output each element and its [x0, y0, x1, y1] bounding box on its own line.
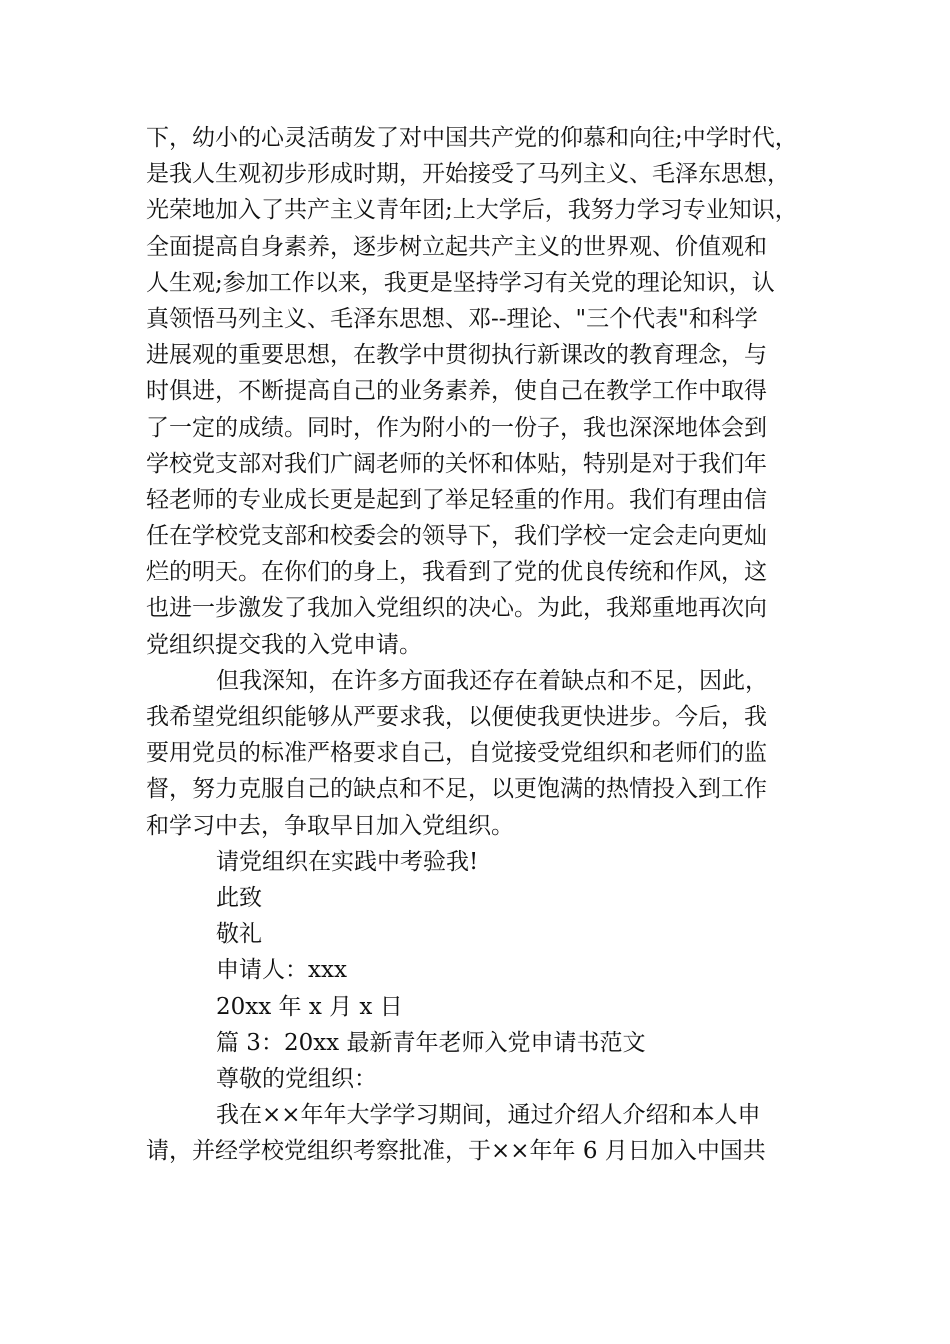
text-line: 光荣地加入了共产主义青年团;上大学后，我努力学习专业知识，: [146, 197, 798, 224]
text-line: 督，努力克服自己的缺点和不足，以更饱满的热情投入到工作: [146, 776, 767, 803]
text-line: 也进一步激发了我加入党组织的决心。为此，我郑重地再次向: [146, 595, 767, 622]
text-line: 但我深知，在许多方面我还存在着缺点和不足，因此，: [216, 667, 768, 694]
text-line: 篇 3：20xx 最新青年老师入党申请书范文: [216, 1029, 646, 1056]
document-body: [146, 120, 806, 1169]
text-line: 要用党员的标准严格要求自己，自觉接受党组织和老师们的监: [146, 740, 767, 767]
text-line: 时俱进，不断提高自己的业务素养，使自己在教学工作中取得: [146, 378, 767, 405]
text-line: 学校党支部对我们广阔老师的关怀和体贴，特别是对于我们年: [146, 450, 767, 477]
text-line: 烂的明天。在你们的身上，我看到了党的优良传统和作风，这: [146, 559, 767, 586]
text-line: 我在××年年大学学习期间，通过介绍人介绍和本人申: [216, 1102, 761, 1129]
text-line: 人生观;参加工作以来，我更是坚持学习有关党的理论知识，认: [146, 269, 775, 296]
text-line: 是我人生观初步形成时期，开始接受了马列主义、毛泽东思想，: [146, 161, 790, 188]
text-line: 下，幼小的心灵活萌发了对中国共产党的仰慕和向往;中学时代，: [146, 125, 798, 151]
text-line: 敬礼: [216, 921, 262, 948]
text-line: 尊敬的党组织：: [216, 1065, 377, 1092]
text-line: 党组织提交我的入党申请。: [146, 631, 422, 658]
text-line: 申请人：xxx: [216, 957, 347, 984]
text-line: 我希望党组织能够从严要求我，以便使我更快进步。今后，我: [146, 704, 767, 730]
text-line: 了一定的成绩。同时，作为附小的一份子，我也深深地体会到: [146, 414, 767, 441]
text-line: 20xx 年 x 月 x 日: [216, 993, 403, 1020]
text-line: 此致: [216, 884, 262, 911]
text-line: 请，并经学校党组织考察批准，于××年年 6 月日加入中国共: [146, 1138, 766, 1165]
text-line: 真领悟马列主义、毛泽东思想、邓--理论、"三个代表"和科学: [146, 305, 758, 332]
text-line: 轻老师的专业成长更是起到了举足轻重的作用。我们有理由信: [146, 486, 767, 513]
text-line: 请党组织在实践中考验我!: [216, 848, 479, 875]
text-line: 任在学校党支部和校委会的领导下，我们学校一定会走向更灿: [146, 523, 767, 550]
text-line: 全面提高自身素养，逐步树立起共产主义的世界观、价值观和: [146, 233, 767, 260]
text-line: 进展观的重要思想，在教学中贯彻执行新课改的教育理念，与: [146, 342, 767, 369]
text-line: 和学习中去，争取早日加入党组织。: [146, 812, 514, 839]
